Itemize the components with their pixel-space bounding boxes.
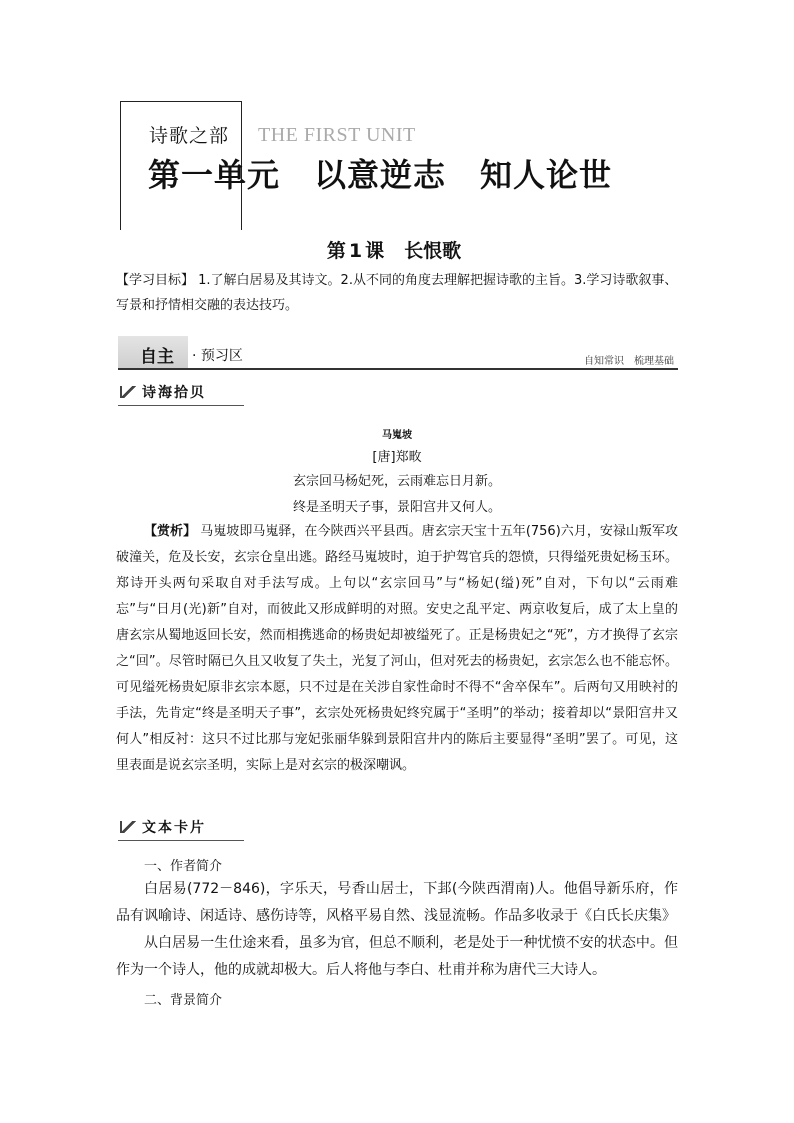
section-right-item: 梳理基础 (634, 356, 674, 367)
item-heading-author: 一、作者简介 (144, 859, 223, 874)
section-right-item: 自知常识 (584, 356, 624, 367)
poem-line: 终是圣明天子事，景阳宫井又何人。 (292, 500, 501, 515)
section-sub-label: · 预习区 (192, 348, 243, 364)
heading-marker-icon (120, 386, 136, 398)
author-paragraph: 从白居易一生仕途来看，虽多为官，但总不顺利，老是处于一种忧愤不安的状态中。但作为一个诗人，他的成就却极大。后人将他与李白、杜甫并称为唐代三大诗人。 (116, 935, 678, 978)
subsection-heading-text-card (118, 814, 244, 841)
unit-title (148, 150, 612, 196)
lesson-name: 长恨歌 (404, 240, 462, 262)
poem-line: 玄宗回马杨妃死，云雨难忘日月新。 (292, 474, 501, 489)
appreciation-text: 马嵬坡即马嵬驿，在今陕西兴平县西。唐玄宗天宝十五年(756)六月，安禄山叛军攻破潼关，危及长安，玄宗仓皇出逃。路经马嵬坡时，迫于护驾官兵的怨愤，只得缢死贵妃杨玉环。郑诗开头两句采取自对手法写成。上句以“玄宗回马”与“杨妃(缢)死”自对，下句以“云雨难忘”与“日月(光)新”自对，而彼此又形成鲜明的对照。安史之乱平定、两京收复后，成了太上皇的唐玄宗从蜀地返回长安，然而相携逃命的杨贵妃却被缢死了。正是杨贵妃之“死”，方才换得了玄宗之“回”。尽管时隔已久且又收复了失土，光复了河山，但对死去的杨贵妃，玄宗怎么也不能忘怀。可见缢死杨贵妃原非玄宗本愿，只不过是在关涉自家性命时不得不“舍卒保车”。后两句又用映衬的手法，先肯定“终是圣明天子事”，玄宗处死杨贵妃终究属于“圣明”的举动；接着却以“景阳宫井又何人”相反衬：这只不过比那与宠妃张丽华躲到景阳宫井内的陈后主要显得“圣明”罢了。可见，这里表面是说玄宗圣明，实际上是对玄宗的极深嘲讽。 (116, 524, 678, 773)
subsection-heading-label: 诗海拾贝 (142, 385, 206, 401)
unit-title-part: 以意逆志 (314, 156, 447, 194)
section-bar (118, 336, 678, 370)
part-label: 诗歌之部 (149, 125, 230, 147)
appreciation-tag: 【赏析】 (144, 524, 197, 539)
section-main-label: 自主 (140, 347, 174, 367)
unit-english-title: THE FIRST UNIT (258, 124, 416, 146)
subsection-heading-label: 文本卡片 (142, 820, 206, 836)
unit-title-part: 第一单元 (148, 156, 281, 194)
lesson-title (0, 236, 794, 263)
objectives-tag: 【学习目标】 (116, 273, 195, 288)
lesson-prefix: 第 (326, 240, 346, 262)
unit-title-part: 知人论世 (480, 156, 613, 194)
subsection-heading-poems (118, 379, 244, 406)
author-paragraph: 白居易(772－846)，字乐天，号香山居士，下邽(今陕西渭南)人。他倡导新乐府，作品有讽喻诗、闲适诗、感伤诗等，风格平易自然、浅显流畅。作品多收录于《白氏长庆集》 (116, 881, 678, 924)
objectives-text: 1.了解白居易及其诗文。2.从不同的角度去理解把握诗歌的主旨。3.学习诗歌叙事、写景和抒情相交融的表达技巧。 (116, 273, 678, 313)
lesson-suffix: 课 (365, 240, 385, 262)
appreciation-paragraph (116, 519, 678, 779)
section-right-labels (574, 352, 674, 367)
lesson-number: 1 (348, 240, 363, 262)
heading-marker-icon (120, 821, 136, 833)
poem-title: 马嵬坡 (382, 430, 412, 441)
learning-objectives (116, 268, 678, 318)
item-heading-background: 二、背景简介 (144, 993, 223, 1008)
poem-author: [唐]郑畋 (372, 450, 422, 465)
